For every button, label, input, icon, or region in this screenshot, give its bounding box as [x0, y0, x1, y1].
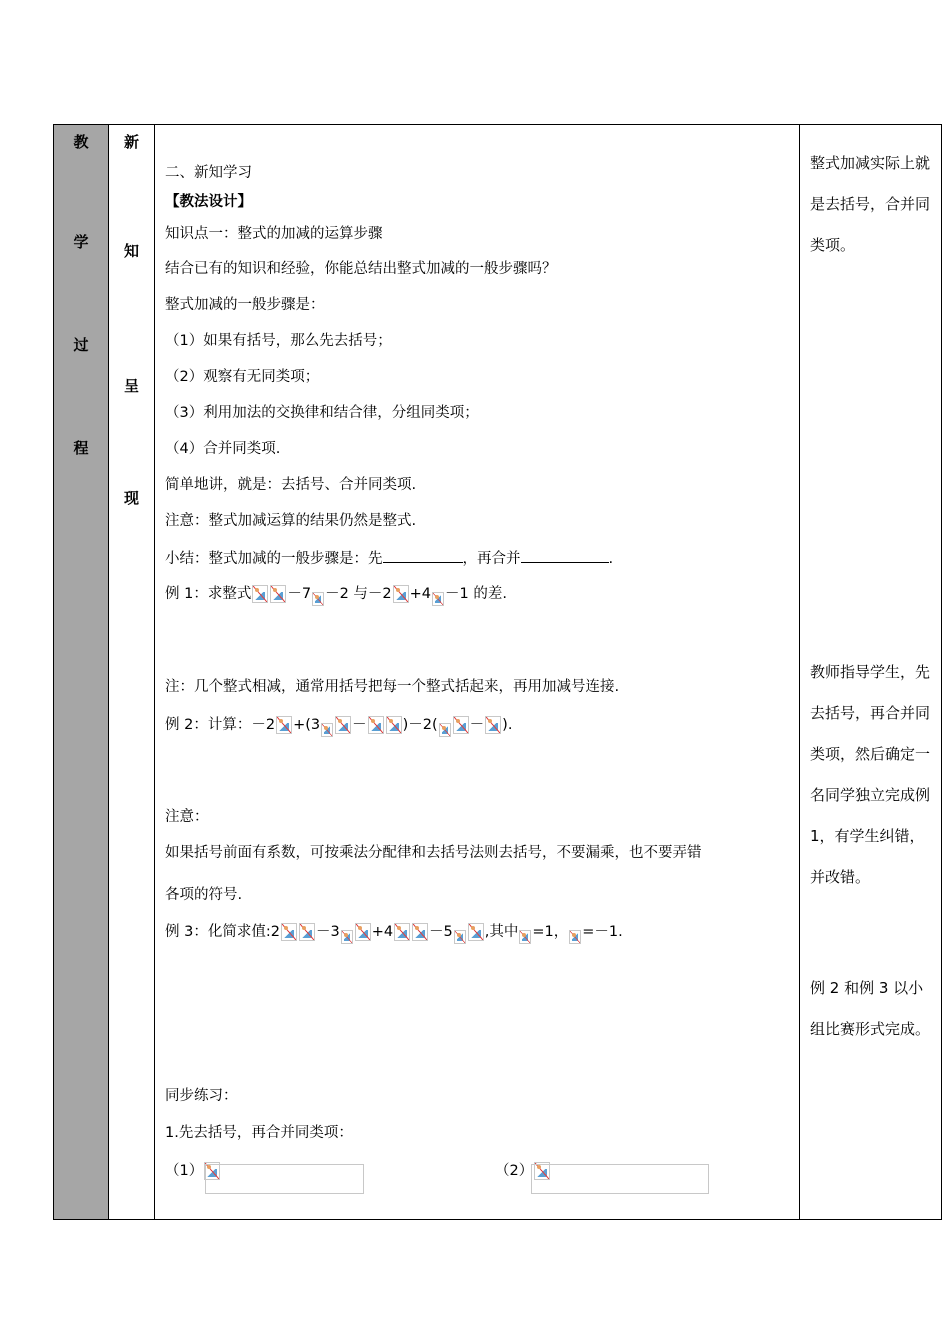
step-4: （4）合并同类项. [165, 441, 281, 457]
lesson-table [53, 124, 942, 1220]
process-column [54, 125, 109, 1219]
broken-image-icon [270, 585, 286, 603]
practice-answer-box-2[interactable] [531, 1164, 709, 1194]
broken-image-icon [412, 923, 428, 941]
attention-result: 注意：整式加减运算的结果仍然是整式. [165, 513, 417, 529]
process-label-char: 程 [73, 439, 89, 457]
example-1: 例 1：求整式 －7 －2 与－2 +4 －1 的差. [165, 584, 507, 606]
note-teacher-guidance: 教师指导学生，先去括号，再合并同类项，然后确定一名同学独立完成例 1，有学生纠错，并改错。 [810, 663, 931, 886]
stage-label-char: 呈 [123, 377, 139, 395]
steps-intro: 整式加减的一般步骤是： [165, 297, 325, 313]
answer-blank[interactable] [383, 548, 463, 563]
example-2: 例 2：计算：－2 +(3 － )－2( － ). [165, 715, 512, 737]
broken-image-icon [519, 930, 531, 944]
broken-image-icon [368, 716, 384, 734]
broken-image-icon [386, 716, 402, 734]
simple-summary: 简单地讲，就是：去括号、合并同类项. [165, 477, 417, 493]
attention-heading: 注意： [165, 809, 209, 825]
step-2: （2）观察有无同类项； [165, 369, 320, 385]
note-brackets: 注：几个整式相减，通常用括号把每一个整式括起来，再用加减号连接. [165, 679, 620, 695]
notes-column [800, 125, 941, 1219]
broken-image-icon [335, 716, 351, 734]
broken-image-icon [485, 716, 501, 734]
attention-line-1: 如果括号前面有系数，可按乘法分配律和去括号法则去括号，不要漏乘，也不要弄错 [165, 845, 702, 861]
question-text: 结合已有的知识和经验，你能总结出整式加减的一般步骤吗？ [165, 261, 557, 277]
broken-image-icon [454, 930, 466, 944]
process-label-char: 学 [73, 233, 89, 251]
broken-image-icon [355, 923, 371, 941]
knowledge-point-title: 知识点一：整式的加减的运算步骤 [165, 226, 383, 242]
stage-label-char: 现 [123, 489, 139, 507]
summary-fill-blank: 小结：整式加减的一般步骤是：先 ，再合并 . [165, 548, 613, 569]
practice-item-1: （1） [165, 1161, 221, 1181]
broken-image-icon [453, 716, 469, 734]
section-title: 二、新知学习 [165, 165, 252, 181]
step-3: （3）利用加法的交换律和结合律，分组同类项； [165, 405, 479, 421]
broken-image-icon [569, 930, 581, 944]
practice-question-1: 1.先去括号，再合并同类项： [165, 1125, 353, 1141]
practice-answer-box-1[interactable] [205, 1164, 364, 1194]
stage-label-char: 新 [123, 133, 139, 151]
broken-image-icon [394, 923, 410, 941]
stage-column [109, 125, 155, 1219]
broken-image-icon [252, 585, 268, 603]
note-add-subtract: 整式加减实际上就是去括号，合并同类项。 [810, 154, 931, 254]
broken-image-icon [312, 592, 324, 606]
broken-image-icon [439, 723, 451, 737]
broken-image-icon [299, 923, 315, 941]
practice-item-2: （2） [495, 1161, 551, 1181]
content-column [155, 125, 800, 1219]
broken-image-icon [321, 723, 333, 737]
broken-image-icon [341, 930, 353, 944]
practice-heading: 同步练习： [165, 1088, 238, 1104]
broken-image-icon [281, 923, 297, 941]
attention-line-2: 各项的符号. [165, 887, 243, 903]
method-design-heading: 【教法设计】 [165, 194, 252, 210]
process-label-char: 教 [73, 133, 89, 151]
broken-image-icon [276, 716, 292, 734]
broken-image-icon [432, 592, 444, 606]
broken-image-icon [468, 923, 484, 941]
broken-image-icon [393, 585, 409, 603]
process-label-char: 过 [73, 336, 89, 354]
step-1: （1）如果有括号，那么先去括号； [165, 333, 392, 349]
example-3: 例 3：化简求值:2 －3 +4 －5 ,其中 =1， =－1. [165, 922, 623, 944]
answer-blank[interactable] [521, 548, 609, 563]
stage-label-char: 知 [123, 242, 139, 260]
note-group-competition: 例 2 和例 3 以小组比赛形式完成。 [810, 979, 931, 1038]
